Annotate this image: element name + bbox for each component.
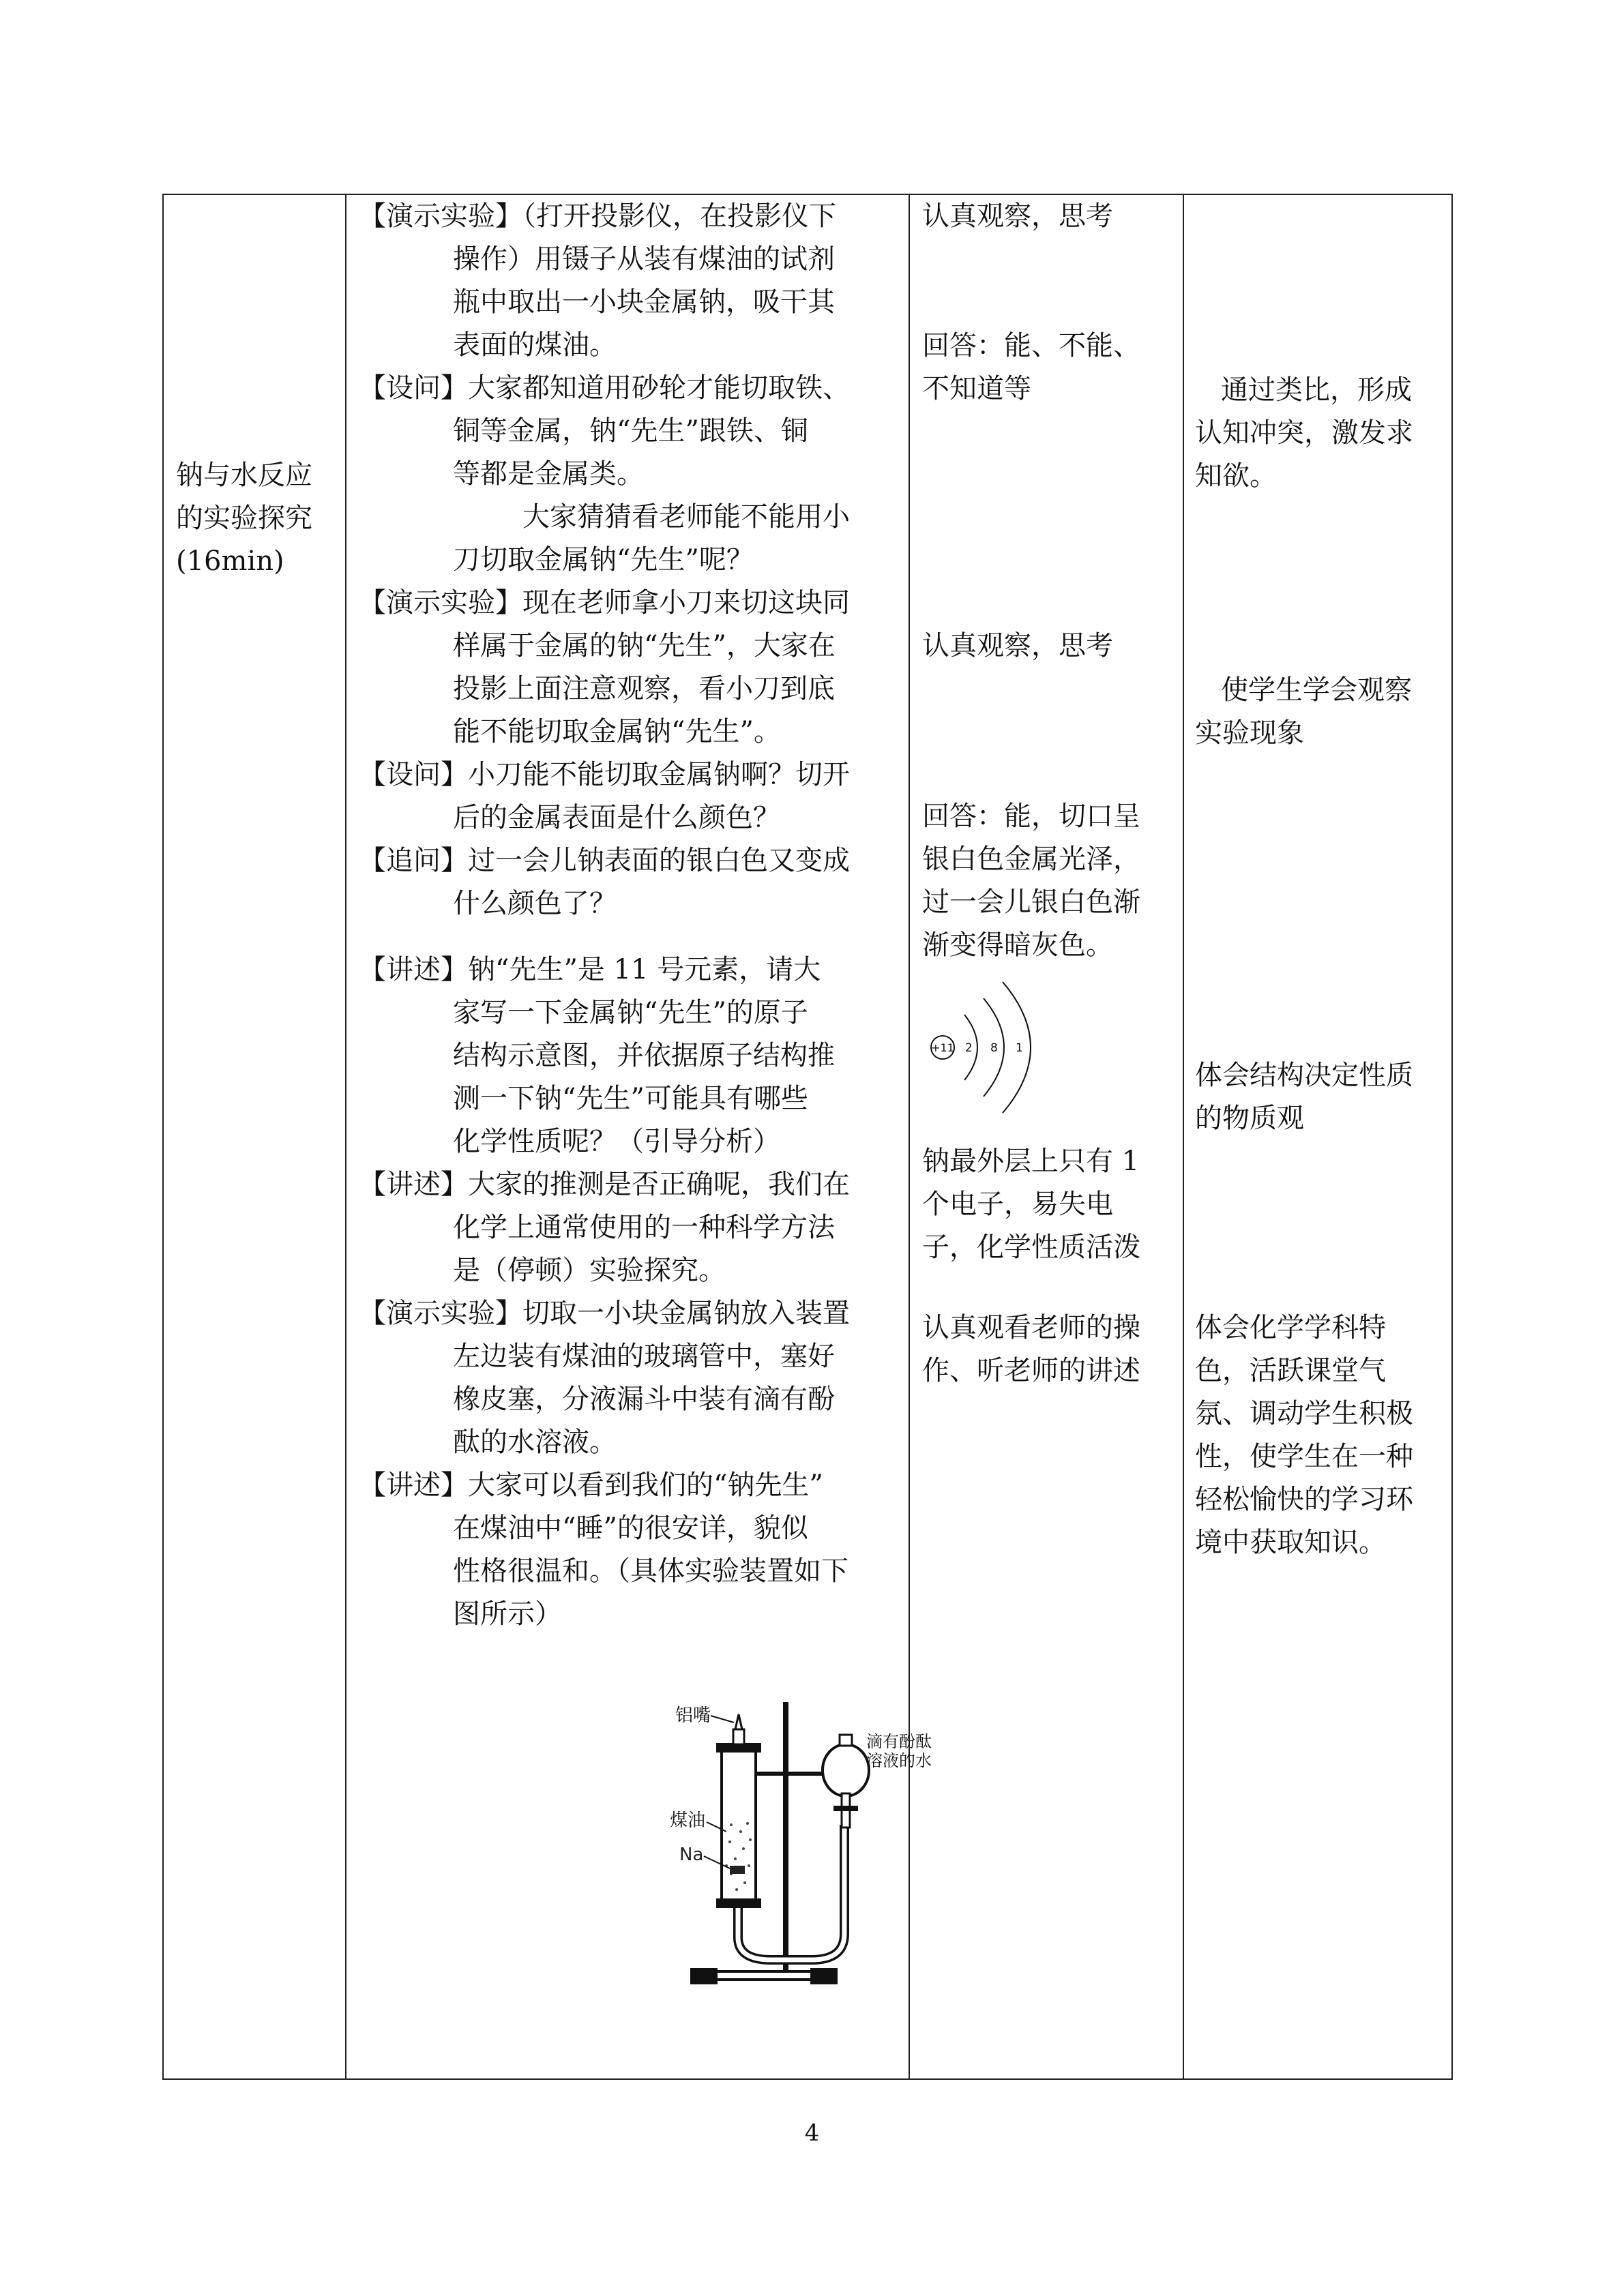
- step-text: 家写一下金属钠“先生”的原子: [453, 997, 808, 1028]
- page-number: 4: [804, 2119, 820, 2147]
- step-text: 小刀能不能切取金属钠啊？切开: [468, 759, 850, 790]
- lesson-table: [162, 194, 1453, 2080]
- student-note: 认真观察，思考: [922, 200, 1113, 232]
- step-tag: 【设问】: [359, 372, 468, 404]
- step-text: 化学性质呢？（引导分析）: [453, 1126, 780, 1157]
- student-note: 钠最外层上只有 1: [922, 1146, 1140, 1177]
- step-text: 现在老师拿小刀来切这块同: [522, 587, 850, 618]
- teacher-step: [359, 367, 904, 496]
- shell-count: 8: [990, 1041, 998, 1055]
- step-text: 刀切取金属钠“先生”呢？: [453, 544, 754, 576]
- step-text: 图所示）: [453, 1598, 562, 1630]
- sodium-piece: [730, 1866, 745, 1874]
- step-text: 大家可以看到我们的“钠先生”: [468, 1470, 823, 1501]
- intent-note: 体会化学学科特: [1195, 1312, 1386, 1343]
- nucleus-charge: +11: [931, 1041, 954, 1054]
- shell-count: 2: [965, 1041, 973, 1055]
- teacher-step: [359, 195, 904, 367]
- step-text: 瓶中取出一小块金属钠，吸干其: [453, 286, 835, 318]
- intent-note: 体会结构决定性质: [1195, 1060, 1413, 1091]
- step-tag: 【设问】: [359, 759, 468, 790]
- step-text: 结构示意图，并依据原子结构推: [453, 1040, 835, 1071]
- step-text: 在煤油中“睡”的很安详，貌似: [453, 1512, 808, 1544]
- section-label-line: 的实验探究: [176, 503, 312, 534]
- step-text: 过一会儿钠表面的银白色又变成: [468, 845, 850, 876]
- step-text: 大家的推测是否正确呢，我们在: [468, 1169, 850, 1200]
- separatory-funnel: [823, 1744, 869, 1796]
- teacher-activity-cell: [359, 195, 904, 1636]
- step-text: 投影上面注意观察，看小刀到底: [453, 673, 835, 704]
- intent-note: 认知冲突，激发求: [1195, 417, 1413, 449]
- step-text: 切取一小块金属钠放入装置: [522, 1298, 850, 1329]
- step-text: 测一下钠“先生”可能具有哪些: [453, 1083, 808, 1114]
- step-tag: 【讲述】: [359, 1169, 468, 1200]
- step-text: 表面的煤油。: [453, 329, 617, 361]
- teacher-step: [359, 839, 904, 925]
- step-text: 操作）用镊子从装有煤油的试剂: [453, 243, 835, 275]
- step-text: 是（停顿）实验探究。: [453, 1255, 726, 1286]
- student-note: 子，化学性质活泼: [922, 1232, 1140, 1263]
- step-text: 样属于金属的钠“先生”，大家在: [453, 630, 836, 661]
- intent-note: 性，使学生在一种: [1195, 1441, 1413, 1472]
- teacher-step: [359, 1292, 904, 1464]
- step-text: 大家猜猜看老师能不能用小: [522, 501, 850, 533]
- sodium-water-apparatus-figure: [491, 1695, 932, 1995]
- column-divider: [1183, 195, 1184, 2078]
- sodium-atom-diagram: [922, 979, 1059, 1116]
- shell-count: 1: [1016, 1041, 1023, 1055]
- teacher-step: [359, 496, 904, 582]
- intent-note: 轻松愉快的学习环: [1195, 1484, 1413, 1515]
- step-text: 橡皮塞，分液漏斗中装有滴有酚: [453, 1384, 835, 1415]
- intent-note: 通过类比，形成: [1221, 374, 1412, 406]
- intent-note: 氛、调动学生积极: [1195, 1398, 1413, 1429]
- teacher-step: [359, 1464, 904, 1636]
- step-text: 铜等金属，钠“先生”跟铁、铜: [453, 415, 808, 447]
- glass-tube: [722, 1750, 756, 1903]
- step-text: 化学上通常使用的一种科学方法: [453, 1212, 835, 1243]
- student-note: 认真观看老师的操: [922, 1312, 1140, 1343]
- intent-note: 实验现象: [1195, 717, 1304, 749]
- teacher-step: [359, 754, 904, 839]
- intent-note: 使学生学会观察: [1221, 674, 1412, 706]
- teacher-step: [359, 1163, 904, 1292]
- student-note: 认真观察，思考: [922, 630, 1113, 661]
- teacher-step: [359, 949, 904, 1163]
- stand-rod: [783, 1702, 788, 1971]
- section-label-line: 钠与水反应: [176, 460, 312, 491]
- step-text: 等都是金属类。: [453, 458, 644, 490]
- column-divider: [909, 195, 910, 2078]
- label-na: Na: [679, 1845, 704, 1865]
- student-note: 作、听老师的讲述: [922, 1355, 1140, 1386]
- student-note: 个电子，易失电: [922, 1189, 1113, 1220]
- teacher-step: [359, 582, 904, 754]
- student-note: 银白色金属光泽，: [922, 844, 1140, 875]
- label-oil: 煤油: [670, 1810, 706, 1831]
- step-tag: 【讲述】: [359, 1470, 468, 1501]
- step-tag: 【追问】: [359, 845, 468, 876]
- intent-note: 境中获取知识。: [1195, 1527, 1386, 1558]
- column-divider: [345, 195, 346, 2078]
- student-note: 回答：能，切口呈: [922, 801, 1140, 832]
- step-tag: 【演示实验】: [359, 587, 522, 618]
- student-note: 渐变得暗灰色。: [922, 929, 1113, 961]
- label-solution: 滴有酚酞: [866, 1732, 932, 1751]
- step-text: 后的金属表面是什么颜色？: [453, 802, 780, 833]
- step-text: 能不能切取金属钠“先生”。: [453, 716, 781, 747]
- intent-note: 的物质观: [1195, 1103, 1304, 1134]
- step-tag: 【演示实验】: [359, 1298, 522, 1329]
- label-tip: 铝嘴: [675, 1705, 711, 1726]
- step-text: 钠“先生”是 11 号元素，请大: [468, 954, 821, 985]
- section-label-line: (16min): [176, 546, 284, 577]
- label-solution: 溶液的水: [866, 1751, 932, 1770]
- step-text: 性格很温和。（具体实验装置如下: [453, 1555, 848, 1587]
- step-text: 左边装有煤油的玻璃管中，塞好: [453, 1341, 835, 1372]
- intent-note: 知欲。: [1195, 460, 1277, 492]
- section-label-cell: [176, 454, 340, 583]
- step-text: 酞的水溶液。: [453, 1427, 617, 1458]
- step-tag: 【讲述】: [359, 954, 468, 985]
- step-tag: 【演示实验】: [359, 200, 522, 232]
- step-text: 什么颜色了？: [453, 888, 617, 919]
- intent-note: 色，活跃课堂气: [1195, 1355, 1386, 1386]
- student-note: 过一会儿银白色渐: [922, 886, 1140, 918]
- step-text: （打开投影仪，在投影仪下: [522, 200, 836, 232]
- step-text: 大家都知道用砂轮才能切取铁、: [468, 372, 850, 404]
- student-note: 不知道等: [922, 373, 1031, 404]
- student-note: 回答：能、不能、: [922, 330, 1140, 361]
